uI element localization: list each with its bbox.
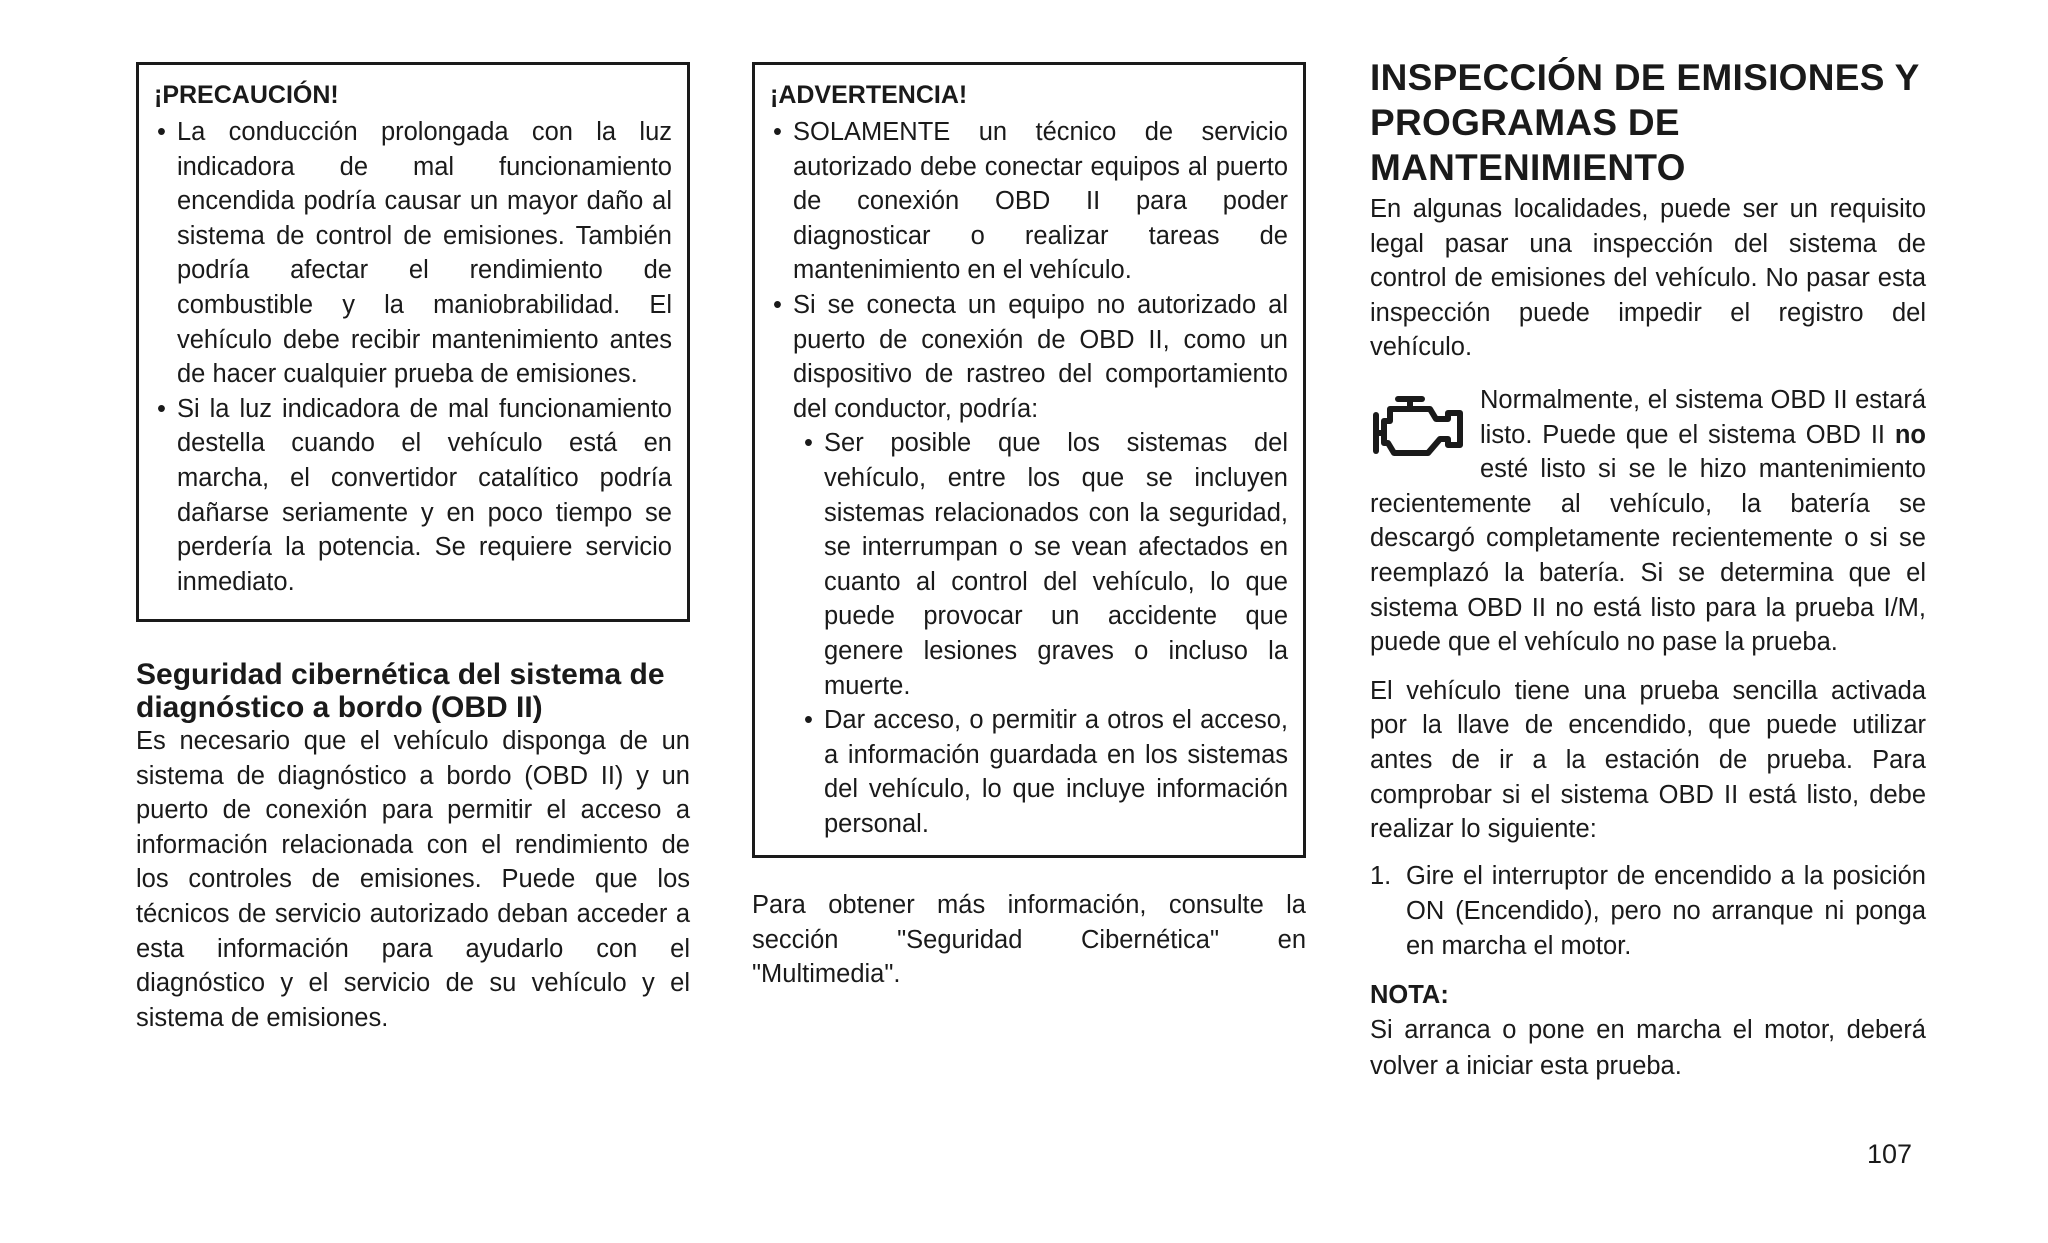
test-paragraph: El vehículo tiene una prueba sencilla activada por la llave de encendido, que puede utilizar antes de ir a la estación de prueba. Para comprobar si el sistema OBD II está listo, debe realizar lo siguiente: <box>1370 676 1926 844</box>
more-info-text: Para obtener más información, consulte la sección "Seguridad Cibernética" en "Multimedia". <box>752 891 1306 989</box>
middle-column <box>752 62 1306 992</box>
warning-list <box>770 115 1288 841</box>
caution-title: ¡PRECAUCIÓN! <box>154 81 339 109</box>
warning-box <box>752 62 1306 858</box>
page-number: 107 <box>1866 1139 1912 1169</box>
check-engine-icon <box>1370 393 1470 465</box>
right-column <box>1370 57 1926 1084</box>
warning-title: ¡ADVERTENCIA! <box>770 81 968 109</box>
cyber-heading: Seguridad cibernética del sistema de diagnóstico a bordo (OBD II) <box>136 658 665 724</box>
inspection-intro: En algunas localidades, puede ser un requisito legal pasar una inspección del sistema de control de emisiones del vehículo. No pasar esta inspección puede impedir el registro del vehículo. <box>1370 195 1926 362</box>
caution-box <box>136 62 690 622</box>
obd-status-section <box>1370 383 1926 660</box>
obd-status-text: Normalmente, el sistema OBD II estará listo. Puede que el sistema OBD II no esté listo si se le hizo mantenimiento recientemente al vehículo, la batería se descargó completamente recientemente o si se reemplazó la batería. Si se determina que el sistema OBD II no está listo para la prueba I/M, puede que el vehículo no pase la prueba. <box>1370 385 1926 657</box>
left-column <box>136 62 690 1035</box>
cyber-body: Es necesario que el vehículo disponga de un sistema de diagnóstico a bordo (OBD II) y un puerto de conexión para permitir el acceso a información relacionada con el rendimiento de los controles de emisiones. Puede que los técnicos de servicio autorizado deban acceder a esta información para ayudarlo con el diagnóstico y el servicio de su vehículo y el sistema de emisiones. <box>136 727 690 1032</box>
warning-subitem: • Ser posible que los sistemas del vehículo, entre los que se incluyen sistemas relacionados con la seguridad, se interrumpan o se vean afectados en cuanto al control del vehículo, lo que puede provocar un accidente que genere lesiones graves o incluso la muerte. <box>793 426 1288 703</box>
warning-subitem: • Dar acceso, o permitir a otros el acceso, a información guardada en los sistemas del vehículo, lo que incluye información personal. <box>793 703 1288 841</box>
emphasis-no: no <box>1894 420 1926 449</box>
caution-item: • La conducción prolongada con la luz indicadora de mal funcionamiento encendida podría causar un mayor daño al sistema de control de emisiones. También podría afectar el rendimiento de combustible y la maniobrabilidad. El vehículo debe recibir mantenimiento antes de hacer cualquier prueba de emisiones. <box>154 115 672 392</box>
warning-item <box>770 288 1288 842</box>
caution-list <box>154 115 672 599</box>
steps-list <box>1370 859 1926 964</box>
step-item <box>1370 859 1926 964</box>
warning-item: • SOLAMENTE un técnico de servicio autorizado debe conectar equipos al puerto de conexión OBD II para poder diagnosticar o realizar tareas de mantenimiento en el vehículo. <box>770 115 1288 288</box>
note-label: NOTA: <box>1370 980 1449 1009</box>
inspection-heading: INSPECCIÓN DE EMISIONES Y PROGRAMAS DE MANTENIMIENTO <box>1370 57 1919 188</box>
note-text: Si arranca o pone en marcha el motor, deberá volver a iniciar esta prueba. <box>1370 1015 1926 1080</box>
warning-sublist <box>793 426 1288 841</box>
caution-item: • Si la luz indicadora de mal funcionamiento destella cuando el vehículo está en marcha, el convertidor catalítico podría dañarse seriamente y en poco tiempo se perdería la potencia. Se requiere servicio inmediato. <box>154 392 672 600</box>
step-text: Gire el interruptor de encendido a la posición ON (Encendido), pero no arranque ni ponga en marcha el motor. <box>1406 861 1926 960</box>
step-number: 1. <box>1370 861 1392 890</box>
warning-item-text: Si se conecta un equipo no autorizado al puerto de conexión de OBD II, como un dispositivo de rastreo del comportamiento del conductor, podría: <box>793 290 1288 423</box>
